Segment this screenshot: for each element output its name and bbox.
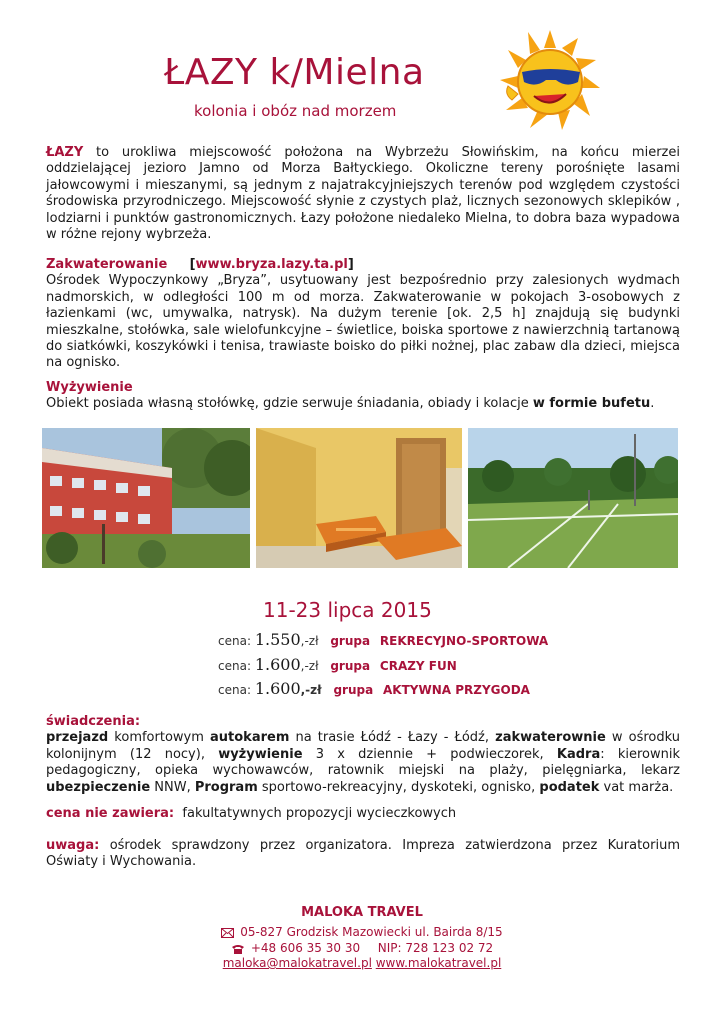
food-section [46,380,680,413]
footer-address-line [0,925,724,939]
sun-with-sunglasses-icon [500,30,600,130]
group-name: AKTYWNA PRZYGODA [383,683,530,697]
price-row [218,630,548,649]
accommodation-heading: Zakwaterowanie [46,257,168,272]
page-subtitle: kolonia i obóz nad morzem [194,102,397,120]
group-label: grupa [330,634,371,648]
footer-contact-line [0,956,724,970]
benefit-keyword: Kadra [556,746,601,762]
benefit-keyword: podatek [539,779,600,795]
photo-room [256,428,462,568]
food-bold: w formie bufetu [532,396,651,412]
price-amount: 1.550 [254,630,301,649]
intro-text: to urokliwa miejscowość położona na Wybrzeżu Słowińskim, na końcu mierzei oddzielającej jezioro Jamno od Morza Bałtyckiego. Okoliczne tereny porośnięte lasami jałowcowymi i mieszanymi, są jednym z najatrakcyjniejszych terenów pod względem czystości środowiska przyrodniczego. Miejscowość słynie z czystych plaż, licznych sezonowych sklepików , lodziarni i punktów gastronomicznych. Łazy położone niedaleko Mielna, to dobra baza wypadowa w różne rejony wybrzeża. [46,145,680,243]
benefit-text: : kierownik pedagogiczny, opieka wychowawców, ratownik miejski na plaży, pielęgniarka, lekarz [46,746,680,779]
footer-website[interactable]: www.malokatravel.pl [375,956,502,970]
price-currency: ,-zł [300,683,322,697]
note-heading: uwaga: [46,838,100,853]
food-end: . [650,396,655,412]
benefit-keyword: zakwaterownie [495,730,606,746]
benefit-keyword: wyżywienie [218,746,303,762]
benefit-keyword: ubezpieczenie [46,779,151,795]
footer-email[interactable]: maloka@malokatravel.pl [222,956,372,970]
food-heading: Wyżywienie [46,380,133,395]
group-name: CRAZY FUN [379,659,457,673]
benefits-heading: świadczenia: [46,714,141,729]
accommodation-bracket-close: ] [347,257,354,272]
footer-nip: NIP: 728 123 02 72 [377,941,494,955]
not-included-text: fakultatywnych propozycji wycieczkowych [174,806,457,821]
footer-address: 05-827 Grodzisk Mazowiecki ul. Bairda 8/15 [240,925,503,939]
accommodation-url[interactable]: www.bryza.lazy.ta.pl [195,257,348,272]
price-row [218,655,457,674]
page-title: ŁAZY k/Mielna [164,52,425,93]
intro-lead: ŁAZY [46,145,84,160]
benefit-text: vat marża. [599,779,674,795]
benefit-text: 3 x dziennie + podwieczorek, [302,746,557,762]
group-label: grupa [333,683,374,697]
accommodation-bracket-open: [ [189,257,196,272]
benefit-keyword: Program [194,779,258,795]
food-text: Obiekt posiada własną stołówkę, gdzie serwuje śniadania, obiady i kolacje [46,396,533,412]
note-text: ośrodek sprawdzony przez organizatora. Impreza zatwierdzona przez Kuratorium Oświaty i Wychowania. [46,838,680,870]
benefit-text: sportowo-rekreacyjny, dyskoteki, ognisko, [257,779,540,795]
price-row [218,679,530,698]
benefits-section [46,714,680,796]
envelope-icon [221,928,234,938]
accommodation-section [46,257,680,372]
price-label: cena: [218,634,251,648]
benefit-text: na trasie Łódź - Łazy - Łódź, [289,730,496,746]
price-amount: 1.600 [254,655,301,674]
trip-dates: 11-23 lipca 2015 [263,598,432,622]
footer-phone: +48 606 35 30 30 [250,941,361,955]
benefit-text: NNW, [150,779,195,795]
benefit-text: w ośrodku kolonijnym (12 nocy), [46,730,680,762]
benefit-keyword: przejazd [46,730,109,746]
price-currency: ,-zł [300,634,319,648]
group-label: grupa [330,659,371,673]
group-name: REKRECYJNO-SPORTOWA [379,634,549,648]
price-label: cena: [218,683,251,697]
intro-paragraph [46,145,680,243]
footer-phone-line [0,941,724,955]
telephone-icon [231,944,245,954]
not-included-heading: cena nie zawiera: [46,806,175,821]
benefit-keyword: autokarem [210,730,290,746]
price-currency: ,-zł [300,659,319,673]
footer-company: MALOKA TRAVEL [301,905,423,920]
benefits-text [46,730,680,794]
price-label: cena: [218,659,251,673]
not-included-section [46,806,680,822]
photo-sports-field [468,428,678,568]
photo-building [42,428,250,568]
benefit-text: komfortowym [108,730,210,746]
price-amount: 1.600 [254,679,301,698]
note-section [46,838,680,871]
accommodation-text: Ośrodek Wypoczynkowy „Bryza”, usytuowany jest bezpośrednio przy zalesionych wydmach nadmorskich, w odległości 100 m od morza. Zakwaterowanie w pokojach 3-osobowych z łazienkami (wc, umywalka, natrysk). Na dużym terenie [ok. 2,5 h] znajdują się budynki mieszkalne, stołówka, sale wielofunkcyjne – świetlice, boiska sportowe z nawierzchnią tartanową do siatkówki, koszykówki i tenisa, trawiaste boisko do piłki nożnej, plac zabaw dla dzieci, miejsca na ognisko. [46,273,680,371]
